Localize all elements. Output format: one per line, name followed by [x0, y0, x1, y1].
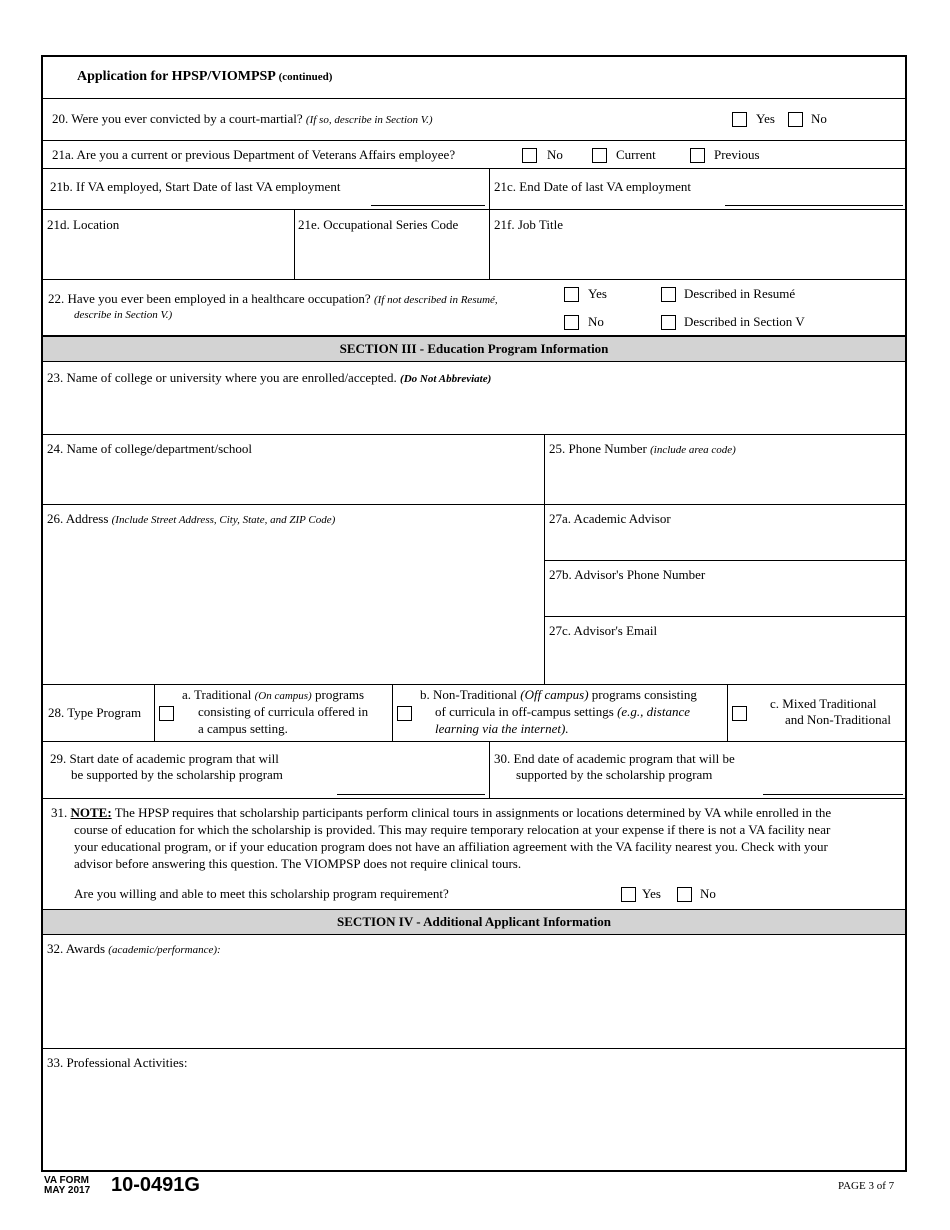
q21a-current-checkbox[interactable] — [592, 148, 607, 163]
q31-line1: 31. NOTE: The HPSP requires that scholarship participants perform clinical tours in assignments or locations determined by VA while enrolled in the — [51, 805, 832, 820]
q28-a-line2: consisting of curricula offered in — [198, 704, 369, 719]
q21b-input-line[interactable] — [371, 205, 485, 206]
q29-line1: 29. Start date of academic program that will — [50, 751, 279, 766]
q30-line2: supported by the scholarship program — [516, 767, 713, 782]
q28-b-line3: learning via the internet). — [435, 721, 569, 736]
footer-date: MAY 2017 — [44, 1185, 91, 1196]
q27c-label: 27c. Advisor's Email — [549, 623, 658, 638]
q30-line1: 30. End date of academic program that will be — [494, 751, 735, 766]
q26-label: 26. Address (Include Street Address, City, State, and ZIP Code) — [47, 511, 336, 526]
q22-hint: describe in Section V.) — [74, 309, 173, 321]
q22-row — [43, 280, 905, 336]
footer-va-form-label: VA FORM — [44, 1175, 89, 1186]
divider — [544, 616, 905, 617]
q33-row — [43, 1049, 905, 1170]
form-frame — [41, 55, 907, 1172]
q21d-label: 21d. Location — [47, 217, 120, 232]
q21b-label: 21b. If VA employed, Start Date of last VA employment — [50, 179, 341, 194]
q29-input-line[interactable] — [337, 794, 485, 795]
section-3-header: SECTION III - Education Program Information — [43, 336, 905, 362]
q28-c-line2: and Non-Traditional — [785, 712, 892, 727]
divider — [489, 169, 490, 209]
divider — [727, 685, 728, 741]
divider — [154, 685, 155, 741]
q20-label: 20. Were you ever convicted by a court-martial? (If so, describe in Section V.) — [52, 111, 433, 126]
divider — [544, 505, 545, 684]
divider — [489, 742, 490, 798]
q29-line2: be supported by the scholarship program — [71, 767, 283, 782]
q31-row — [43, 799, 905, 909]
q21c-input-line[interactable] — [725, 205, 903, 206]
q22-yes-label: Yes — [588, 286, 607, 301]
section-4-header: SECTION IV - Additional Applicant Information — [43, 909, 905, 935]
q28-traditional-checkbox[interactable] — [159, 706, 174, 721]
divider — [489, 210, 490, 279]
q31-question: Are you willing and able to meet this scholarship program requirement? — [74, 886, 449, 901]
form-header — [43, 57, 905, 99]
q21a-current-label: Current — [616, 147, 656, 162]
q31-line2: course of education for which the scholarship is provided. This may require temporary relocation at your expense if there is not a VA facility near — [74, 822, 831, 837]
q24-label: 24. Name of college/department/school — [47, 441, 253, 456]
q21f-label: 21f. Job Title — [494, 217, 563, 232]
q26-27-row — [43, 505, 905, 685]
q28-mixed-checkbox[interactable] — [732, 706, 747, 721]
q23-label: 23. Name of college or university where you are enrolled/accepted. (Do Not Abbreviate) — [47, 370, 492, 385]
q20-no-label: No — [811, 111, 827, 126]
q31-no-label: No — [700, 886, 716, 901]
q22-no-checkbox[interactable] — [564, 315, 579, 330]
q31-yes-checkbox[interactable] — [621, 887, 636, 902]
q21a-previous-label: Previous — [714, 147, 760, 162]
q21a-no-checkbox[interactable] — [522, 148, 537, 163]
q31-line3: your educational program, or if your education program does not have an affiliation agreement with the VA facility nearest you. Check with your — [74, 839, 828, 854]
q33-label: 33. Professional Activities: — [47, 1055, 188, 1070]
q31-no-checkbox[interactable] — [677, 887, 692, 902]
q22-section-v-checkbox[interactable] — [661, 315, 676, 330]
q28-non-traditional-checkbox[interactable] — [397, 706, 412, 721]
q20-yes-checkbox[interactable] — [732, 112, 747, 127]
footer-page-number: PAGE 3 of 7 — [838, 1180, 895, 1192]
q22-section-v-label: Described in Section V — [684, 314, 805, 329]
q29-30-row — [43, 742, 905, 799]
q22-resume-label: Described in Resumé — [684, 286, 796, 301]
divider — [294, 210, 295, 279]
q21def-row — [43, 210, 905, 280]
q28-a-line3: a campus setting. — [198, 721, 288, 736]
q20-row — [43, 99, 905, 141]
q22-resume-checkbox[interactable] — [661, 287, 676, 302]
q28-c-line1: c. Mixed Traditional — [770, 696, 877, 711]
q21a-label: 21a. Are you a current or previous Department of Veterans Affairs employee? — [52, 147, 456, 162]
footer-form-number: 10-0491G — [111, 1174, 200, 1196]
form-title: Application for HPSP/VIOMPSP (continued) — [77, 69, 333, 84]
q27b-label: 27b. Advisor's Phone Number — [549, 567, 706, 582]
q21a-no-label: No — [547, 147, 563, 162]
q21a-previous-checkbox[interactable] — [690, 148, 705, 163]
q22-no-label: No — [588, 314, 604, 329]
q21a-row — [43, 141, 905, 169]
q20-no-checkbox[interactable] — [788, 112, 803, 127]
q28-b-line1: b. Non-Traditional (Off campus) programs consisting — [420, 687, 697, 702]
q32-label: 32. Awards (academic/performance): — [47, 941, 221, 956]
q22-yes-checkbox[interactable] — [564, 287, 579, 302]
q27a-label: 27a. Academic Advisor — [549, 511, 671, 526]
footer-va-form — [44, 1176, 90, 1196]
q28-label: 28. Type Program — [48, 705, 142, 720]
q21c-label: 21c. End Date of last VA employment — [494, 179, 692, 194]
q20-yes-label: Yes — [756, 111, 775, 126]
divider — [392, 685, 393, 741]
q22-label: 22. Have you ever been employed in a healthcare occupation? (If not described in Resumé, — [48, 291, 498, 306]
q23-row — [43, 362, 905, 435]
q28-row — [43, 685, 905, 742]
q28-a-line1: a. Traditional (On campus) programs — [182, 687, 365, 702]
divider — [544, 435, 545, 504]
q21e-label: 21e. Occupational Series Code — [298, 217, 459, 232]
q31-line4: advisor before answering this question. The VIOMPSP does not require clinical tours. — [74, 856, 522, 871]
q24-25-row — [43, 435, 905, 505]
q28-b-line2: of curricula in off-campus settings (e.g., distance — [435, 704, 690, 719]
q30-input-line[interactable] — [763, 794, 903, 795]
q31-yes-label: Yes — [642, 886, 661, 901]
q32-row — [43, 935, 905, 1049]
divider — [544, 560, 905, 561]
q21bc-row — [43, 169, 905, 210]
q25-label: 25. Phone Number (include area code) — [549, 441, 736, 456]
